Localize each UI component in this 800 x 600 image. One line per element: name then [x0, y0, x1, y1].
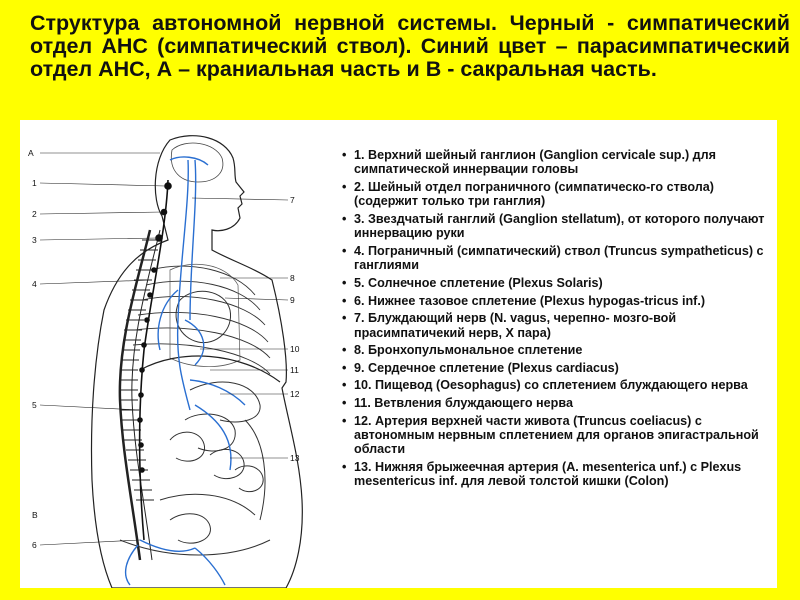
anatomy-figure: [20, 120, 330, 588]
label-1: 1: [32, 178, 37, 188]
label-11: 11: [290, 365, 299, 375]
label-10: 10: [290, 344, 300, 354]
legend-item: • 9. Сердечное сплетение (Plexus cardiacus): [342, 361, 774, 375]
legend-item: • 10. Пищевод (Oesophagus) со сплетением блуждающего нерва: [342, 378, 774, 392]
label-6: 6: [32, 540, 37, 550]
diaphragm: [140, 356, 280, 382]
legend-item: • 11. Ветвления блуждающего нерва: [342, 396, 774, 410]
ribs: [133, 266, 270, 374]
legend-item: • 5. Солнечное сплетение (Plexus Solaris): [342, 276, 774, 290]
legend-item: • 2. Шейный отдел пограничного (симпатическо-го ствола) (содержит только три ганглия): [342, 180, 774, 209]
legend-list: [342, 148, 774, 492]
legend-item: • 8. Бронхопульмональное сплетение: [342, 343, 774, 357]
label-7: 7: [290, 195, 295, 205]
label-13: 13: [290, 453, 300, 463]
label-9: 9: [290, 295, 295, 305]
heart-outline: [176, 291, 231, 342]
label-b: B: [32, 510, 38, 520]
legend-item: • 13. Нижняя брыжеечная артерия (A. mesenterica unf.) с Plexus mesentericus inf. для левой толстой кишки (Colon): [342, 460, 774, 489]
label-3: 3: [32, 235, 37, 245]
legend-item: • 12. Артерия верхней части живота (Truncus coeliacus) с автономным нервным сплетением для органов эпигастральной области: [342, 414, 774, 457]
label-2: 2: [32, 209, 37, 219]
brain-outline: [171, 143, 223, 182]
slide-title: Структура автономной нервной системы. Черный - симпатический отдел АНС (симпатический ствол). Синий цвет – парасимпатический отдел АНС, А – краниальная часть и В - сакральная часть.: [30, 11, 790, 81]
legend-item: • 4. Пограничный (симпатический) ствол (Truncus sympatheticus) с ганглиями: [342, 244, 774, 273]
legend-item: • 6. Нижнее тазовое сплетение (Plexus hypogas-tricus inf.): [342, 294, 774, 308]
legend-item: • 1. Верхний шейный ганглион (Ganglion cervicale sup.) для симпатической иннервации головы: [342, 148, 774, 177]
label-12: 12: [290, 389, 300, 399]
label-5: 5: [32, 400, 37, 410]
label-a: A: [28, 148, 34, 158]
body-outline: [92, 136, 303, 588]
content-panel: [20, 120, 777, 588]
legend-item: • 7. Блуждающий нерв (N. vagus, черепно- мозго-вой прасимпатичекий нерв, X пара): [342, 311, 774, 340]
legend-item: • 3. Звездчатый ганглий (Ganglion stellatum), от которого получают иннервацию руки: [342, 212, 774, 241]
label-4: 4: [32, 279, 37, 289]
label-8: 8: [290, 273, 295, 283]
